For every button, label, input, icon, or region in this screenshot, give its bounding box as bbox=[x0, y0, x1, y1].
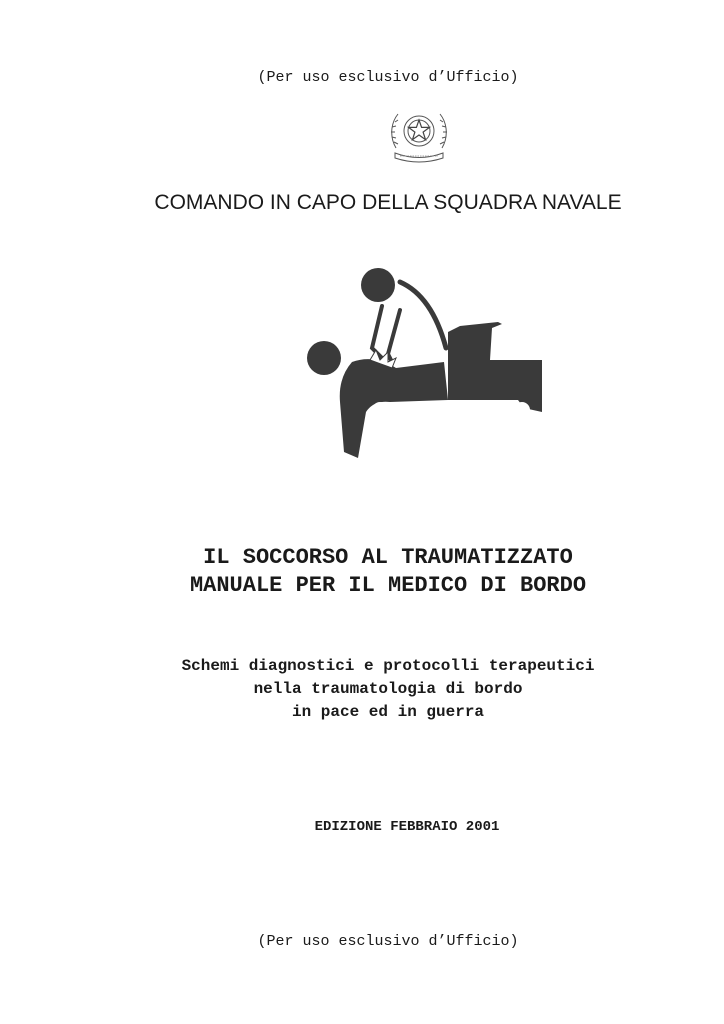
rescuer-performing-chest-compression-icon bbox=[300, 262, 548, 466]
restriction-note-top: (Per uso esclusivo d’Ufficio) bbox=[257, 69, 519, 86]
italian-republic-emblem-icon bbox=[386, 104, 452, 166]
title-line-2: MANUALE PER IL MEDICO DI BORDO bbox=[189, 573, 587, 598]
restriction-note-bottom: (Per uso esclusivo d’Ufficio) bbox=[257, 933, 519, 950]
organization-name: COMANDO IN CAPO DELLA SQUADRA NAVALE bbox=[154, 191, 622, 214]
subtitle-line-1: Schemi diagnostici e protocolli terapeutici bbox=[181, 657, 595, 675]
edition-date: EDIZIONE FEBBRAIO 2001 bbox=[314, 819, 500, 835]
subtitle-line-2: nella traumatologia di bordo bbox=[253, 680, 523, 698]
document-subtitle bbox=[0, 655, 724, 724]
subtitle-line-3: in pace ed in guerra bbox=[291, 703, 485, 721]
title-line-1: IL SOCCORSO AL TRAUMATIZZATO bbox=[203, 545, 573, 570]
document-title bbox=[0, 544, 724, 600]
